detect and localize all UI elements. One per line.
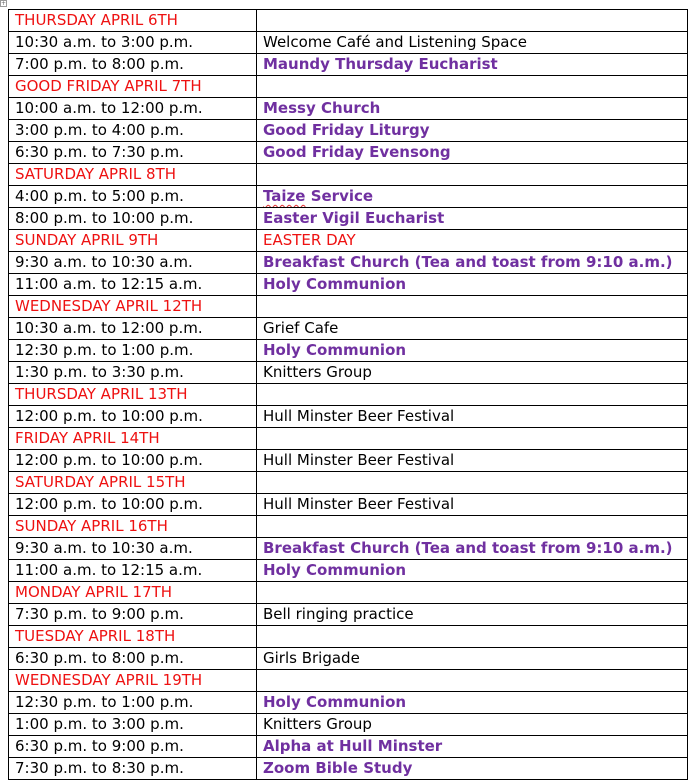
day-heading-row — [9, 626, 688, 648]
day-heading[interactable]: WEDNESDAY APRIL 19TH — [9, 670, 257, 692]
day-heading-row — [9, 384, 688, 406]
schedule-row — [9, 714, 688, 736]
table-move-handle-icon[interactable]: + — [1, 0, 7, 7]
day-heading-row — [9, 76, 688, 98]
event-cell[interactable]: Alpha at Hull Minster — [257, 736, 688, 758]
day-heading-row — [9, 670, 688, 692]
time-cell[interactable]: 11:00 a.m. to 12:15 a.m. — [9, 274, 257, 296]
time-cell[interactable]: 9:30 a.m. to 10:30 a.m. — [9, 538, 257, 560]
event-cell[interactable]: Holy Communion — [257, 274, 688, 296]
schedule-row — [9, 362, 688, 384]
schedule-row — [9, 758, 688, 780]
time-cell[interactable]: 7:30 p.m. to 9:00 p.m. — [9, 604, 257, 626]
time-cell[interactable]: 1:30 p.m. to 3:30 p.m. — [9, 362, 257, 384]
event-cell[interactable]: Knitters Group — [257, 362, 688, 384]
day-heading-event[interactable] — [257, 164, 688, 186]
schedule-row — [9, 538, 688, 560]
event-cell[interactable]: Knitters Group — [257, 714, 688, 736]
time-cell[interactable]: 12:00 p.m. to 10:00 p.m. — [9, 494, 257, 516]
spellcheck-flagged-word[interactable]: Taize — [263, 187, 306, 205]
day-heading[interactable]: GOOD FRIDAY APRIL 7TH — [9, 76, 257, 98]
event-cell[interactable]: Maundy Thursday Eucharist — [257, 54, 688, 76]
time-cell[interactable]: 7:00 p.m. to 8:00 p.m. — [9, 54, 257, 76]
day-heading[interactable]: TUESDAY APRIL 18TH — [9, 626, 257, 648]
day-heading-row — [9, 296, 688, 318]
day-heading-event[interactable] — [257, 472, 688, 494]
day-heading-event[interactable] — [257, 76, 688, 98]
schedule-row — [9, 648, 688, 670]
schedule-row — [9, 186, 688, 208]
event-cell[interactable]: Holy Communion — [257, 340, 688, 362]
time-cell[interactable]: 1:00 p.m. to 3:00 p.m. — [9, 714, 257, 736]
schedule-row — [9, 32, 688, 54]
schedule-table — [8, 9, 688, 780]
event-cell[interactable]: Girls Brigade — [257, 648, 688, 670]
day-heading-event[interactable] — [257, 516, 688, 538]
day-heading-event[interactable] — [257, 296, 688, 318]
day-heading[interactable]: WEDNESDAY APRIL 12TH — [9, 296, 257, 318]
schedule-row — [9, 406, 688, 428]
time-cell[interactable]: 6:30 p.m. to 9:00 p.m. — [9, 736, 257, 758]
schedule-row — [9, 692, 688, 714]
schedule-row — [9, 340, 688, 362]
schedule-row — [9, 120, 688, 142]
event-cell[interactable]: Easter Vigil Eucharist — [257, 208, 688, 230]
event-cell[interactable]: Good Friday Evensong — [257, 142, 688, 164]
day-heading[interactable]: THURSDAY APRIL 6TH — [9, 10, 257, 32]
event-cell[interactable]: Grief Cafe — [257, 318, 688, 340]
time-cell[interactable]: 6:30 p.m. to 8:00 p.m. — [9, 648, 257, 670]
day-heading-row — [9, 230, 688, 252]
schedule-row — [9, 494, 688, 516]
event-cell[interactable]: Bell ringing practice — [257, 604, 688, 626]
time-cell[interactable]: 12:00 p.m. to 10:00 p.m. — [9, 450, 257, 472]
time-cell[interactable]: 7:30 p.m. to 8:30 p.m. — [9, 758, 257, 780]
schedule-row — [9, 318, 688, 340]
day-heading[interactable]: SATURDAY APRIL 15TH — [9, 472, 257, 494]
time-cell[interactable]: 10:30 a.m. to 3:00 p.m. — [9, 32, 257, 54]
schedule-row — [9, 208, 688, 230]
time-cell[interactable]: 10:30 a.m. to 12:00 p.m. — [9, 318, 257, 340]
schedule-row — [9, 450, 688, 472]
time-cell[interactable]: 8:00 p.m. to 10:00 p.m. — [9, 208, 257, 230]
time-cell[interactable]: 6:30 p.m. to 7:30 p.m. — [9, 142, 257, 164]
schedule-row — [9, 560, 688, 582]
day-heading-event[interactable]: EASTER DAY — [257, 230, 688, 252]
day-heading[interactable]: SUNDAY APRIL 9TH — [9, 230, 257, 252]
schedule-row — [9, 98, 688, 120]
event-cell[interactable]: Breakfast Church (Tea and toast from 9:10 a.m.) — [257, 252, 688, 274]
day-heading-event[interactable] — [257, 10, 688, 32]
day-heading-row — [9, 516, 688, 538]
day-heading-event[interactable] — [257, 384, 688, 406]
day-heading-row — [9, 472, 688, 494]
event-cell[interactable]: Hull Minster Beer Festival — [257, 494, 688, 516]
event-cell[interactable]: Zoom Bible Study — [257, 758, 688, 780]
day-heading[interactable]: MONDAY APRIL 17TH — [9, 582, 257, 604]
schedule-row — [9, 736, 688, 758]
day-heading[interactable]: THURSDAY APRIL 13TH — [9, 384, 257, 406]
time-cell[interactable]: 9:30 a.m. to 10:30 a.m. — [9, 252, 257, 274]
time-cell[interactable]: 10:00 a.m. to 12:00 p.m. — [9, 98, 257, 120]
day-heading-event[interactable] — [257, 670, 688, 692]
event-cell[interactable]: Welcome Café and Listening Space — [257, 32, 688, 54]
time-cell[interactable]: 3:00 p.m. to 4:00 p.m. — [9, 120, 257, 142]
time-cell[interactable]: 4:00 p.m. to 5:00 p.m. — [9, 186, 257, 208]
schedule-row — [9, 54, 688, 76]
day-heading-row — [9, 428, 688, 450]
time-cell[interactable]: 11:00 a.m. to 12:15 a.m. — [9, 560, 257, 582]
schedule-row — [9, 142, 688, 164]
time-cell[interactable]: 12:00 p.m. to 10:00 p.m. — [9, 406, 257, 428]
day-heading-event[interactable] — [257, 582, 688, 604]
event-cell[interactable]: Messy Church — [257, 98, 688, 120]
day-heading-event[interactable] — [257, 626, 688, 648]
time-cell[interactable]: 12:30 p.m. to 1:00 p.m. — [9, 340, 257, 362]
event-cell[interactable]: Holy Communion — [257, 692, 688, 714]
event-cell[interactable] — [257, 186, 688, 208]
day-heading-row — [9, 10, 688, 32]
day-heading[interactable]: SUNDAY APRIL 16TH — [9, 516, 257, 538]
schedule-row — [9, 252, 688, 274]
event-cell[interactable]: Good Friday Liturgy — [257, 120, 688, 142]
day-heading[interactable]: FRIDAY APRIL 14TH — [9, 428, 257, 450]
day-heading-row — [9, 582, 688, 604]
event-cell[interactable]: Hull Minster Beer Festival — [257, 450, 688, 472]
schedule-row — [9, 274, 688, 296]
event-cell[interactable]: Hull Minster Beer Festival — [257, 406, 688, 428]
time-cell[interactable]: 12:30 p.m. to 1:00 p.m. — [9, 692, 257, 714]
event-cell[interactable]: Holy Communion — [257, 560, 688, 582]
day-heading-row — [9, 164, 688, 186]
day-heading[interactable]: SATURDAY APRIL 8TH — [9, 164, 257, 186]
schedule-row — [9, 604, 688, 626]
event-cell-text: Service — [305, 187, 374, 205]
day-heading-event[interactable] — [257, 428, 688, 450]
event-cell[interactable]: Breakfast Church (Tea and toast from 9:10 a.m.) — [257, 538, 688, 560]
